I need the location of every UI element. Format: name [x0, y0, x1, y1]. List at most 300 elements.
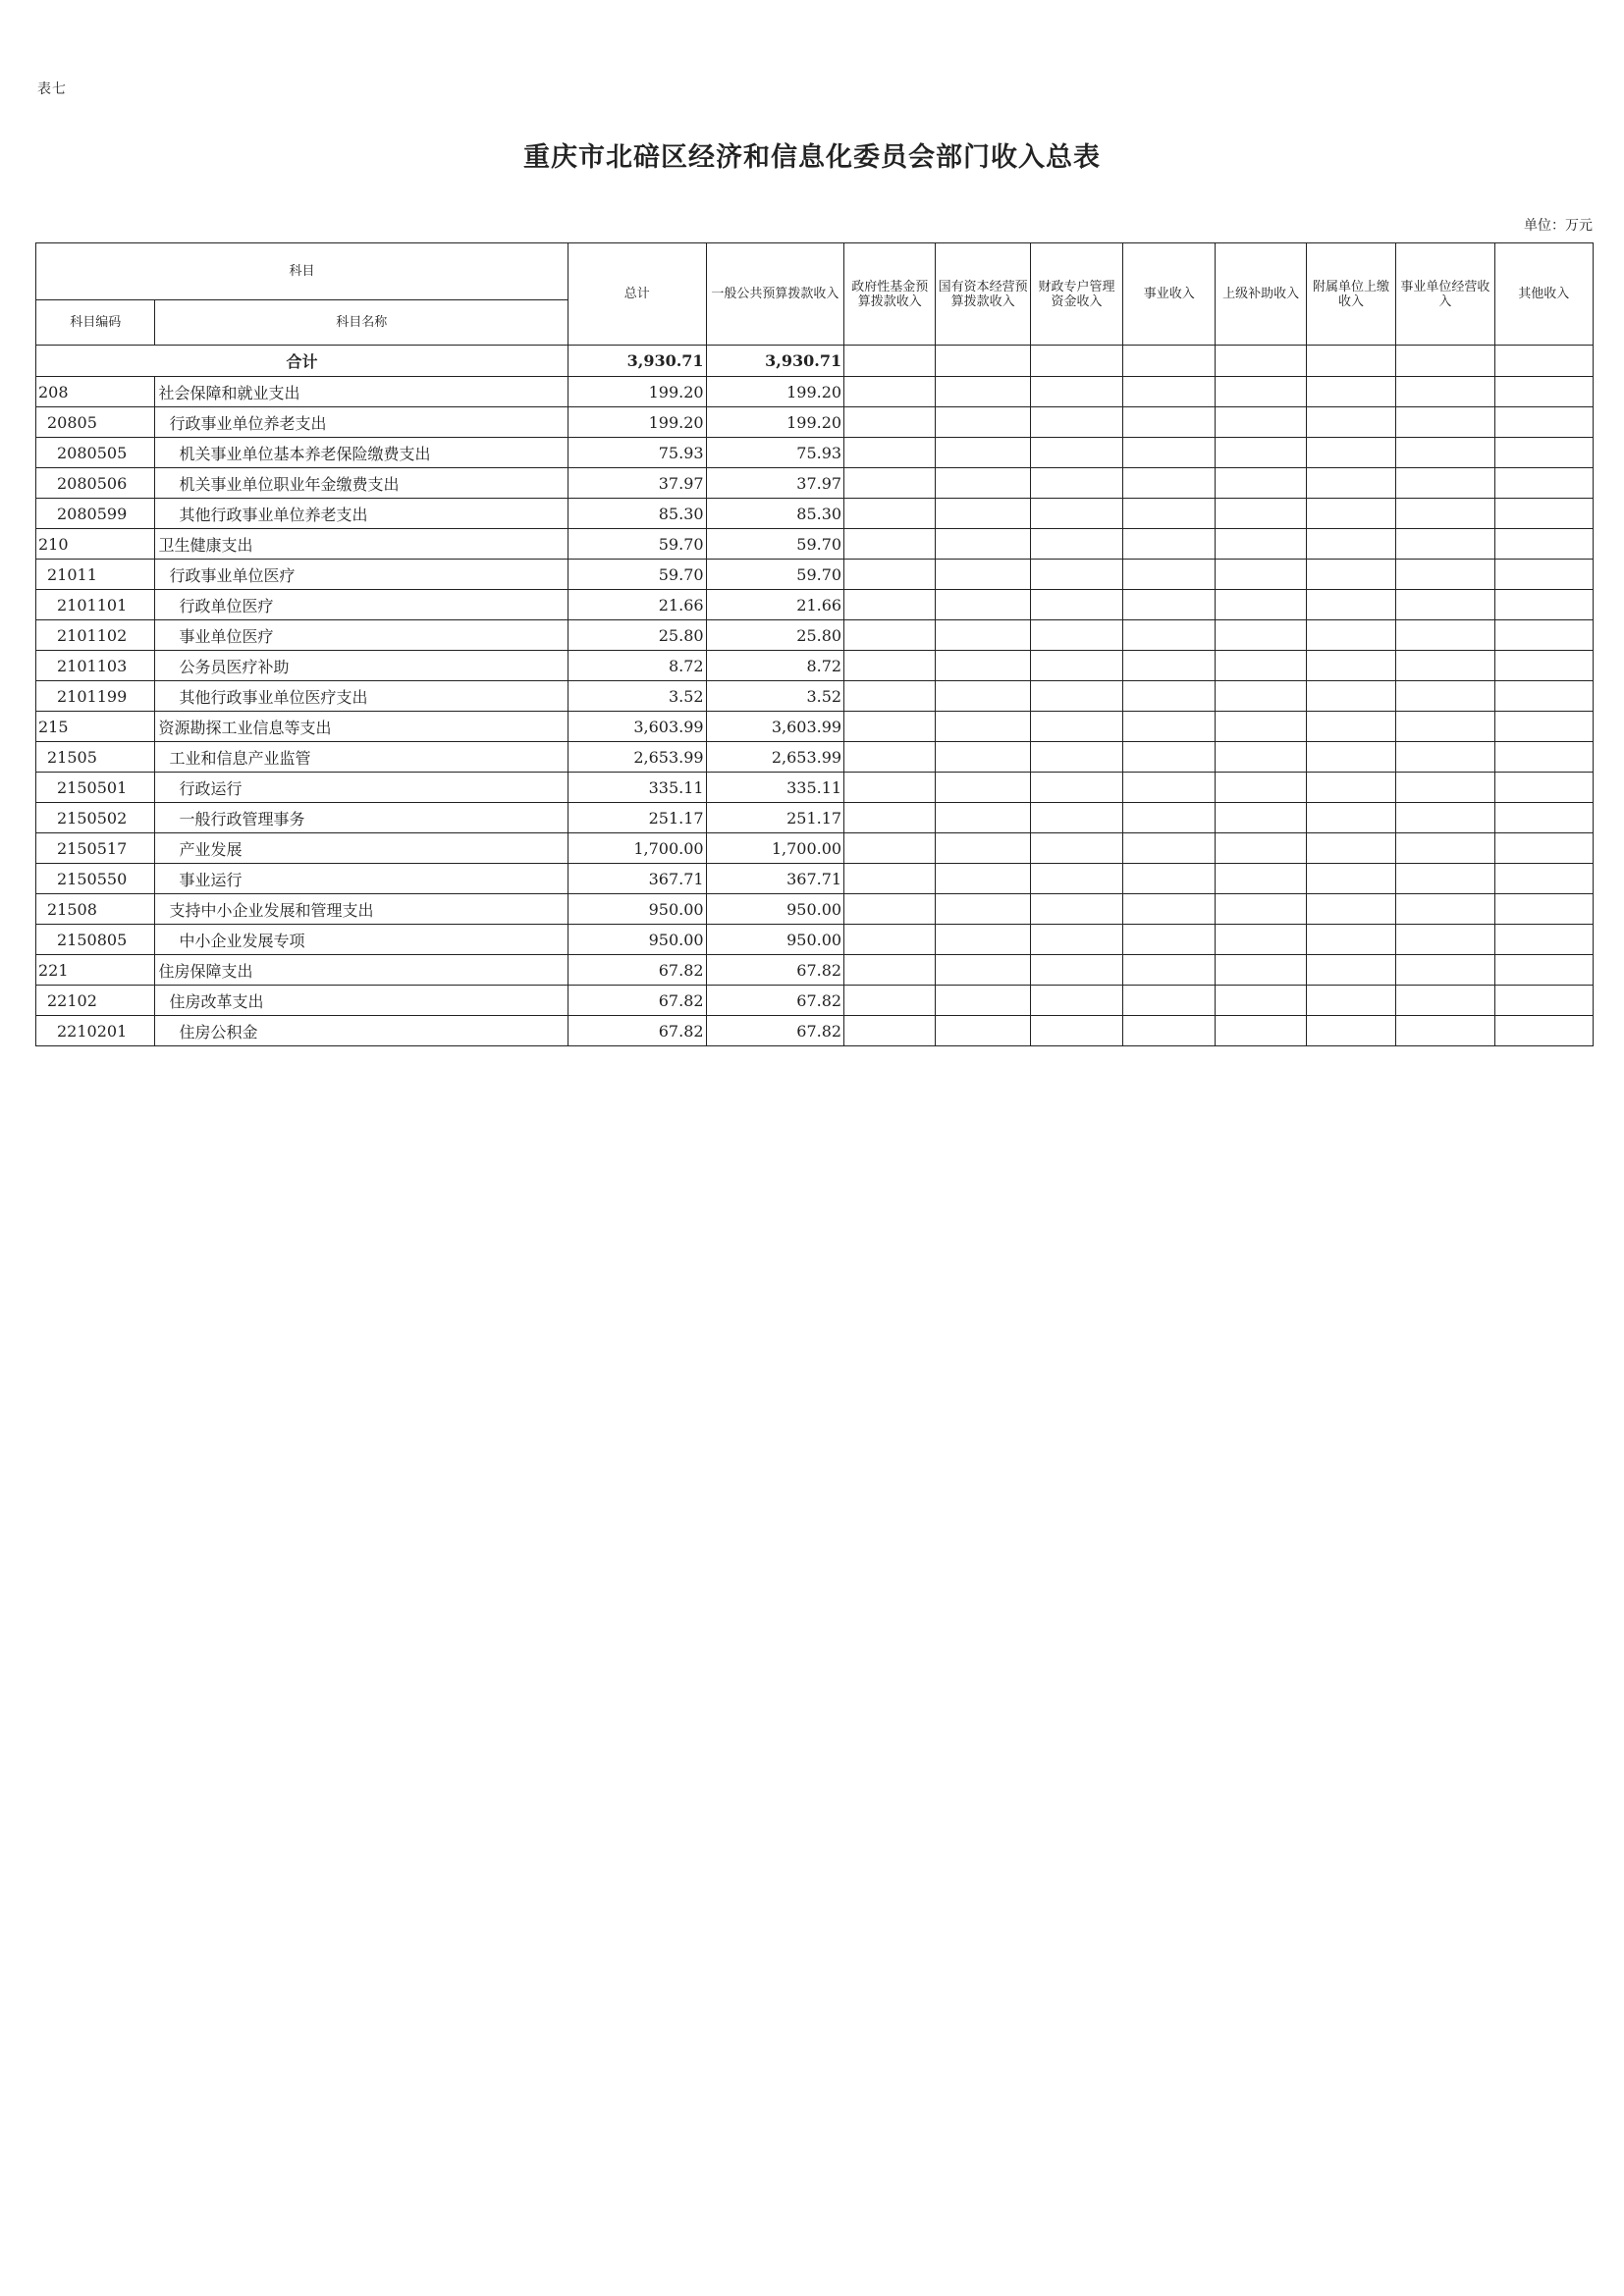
- general-budget-amount: 251.17: [706, 803, 844, 833]
- column-header: 附属单位上缴收入: [1306, 243, 1395, 346]
- empty-cell: [1123, 407, 1216, 438]
- general-budget-amount: 3,603.99: [706, 712, 844, 742]
- empty-cell: [1030, 925, 1122, 955]
- general-budget-amount: 3.52: [706, 681, 844, 712]
- empty-cell: [1494, 529, 1593, 560]
- empty-cell: [1030, 651, 1122, 681]
- empty-cell: [1396, 620, 1494, 651]
- empty-cell: [1396, 864, 1494, 894]
- empty-cell: [1306, 499, 1395, 529]
- income-summary-table: [35, 242, 1594, 1046]
- empty-cell: [1123, 955, 1216, 986]
- total-amount: 3,930.71: [568, 346, 707, 377]
- subject-code-header: 科目编码: [36, 300, 155, 346]
- empty-cell: [1396, 1016, 1494, 1046]
- table-row: [36, 773, 1594, 803]
- empty-cell: [844, 529, 936, 560]
- subject-code: 21011: [36, 560, 155, 590]
- empty-cell: [936, 1016, 1030, 1046]
- empty-cell: [844, 986, 936, 1016]
- empty-cell: [844, 894, 936, 925]
- empty-cell: [844, 651, 936, 681]
- table-row: [36, 833, 1594, 864]
- empty-cell: [1306, 803, 1395, 833]
- general-budget-amount: 950.00: [706, 925, 844, 955]
- total-amount: 335.11: [568, 773, 707, 803]
- empty-cell: [1306, 986, 1395, 1016]
- empty-cell: [1123, 1016, 1216, 1046]
- empty-cell: [1306, 925, 1395, 955]
- empty-cell: [1123, 925, 1216, 955]
- subject-code: 221: [36, 955, 155, 986]
- empty-cell: [1123, 468, 1216, 499]
- empty-cell: [1123, 529, 1216, 560]
- general-budget-amount: 367.71: [706, 864, 844, 894]
- empty-cell: [1306, 560, 1395, 590]
- empty-cell: [936, 955, 1030, 986]
- empty-cell: [1216, 681, 1306, 712]
- table-row: [36, 651, 1594, 681]
- empty-cell: [1216, 499, 1306, 529]
- empty-cell: [1396, 712, 1494, 742]
- empty-cell: [1396, 955, 1494, 986]
- empty-cell: [1396, 803, 1494, 833]
- general-budget-amount: 67.82: [706, 1016, 844, 1046]
- table-row: [36, 1016, 1594, 1046]
- empty-cell: [1396, 742, 1494, 773]
- subject-name: 行政事业单位养老支出: [155, 407, 568, 438]
- general-budget-amount: 199.20: [706, 407, 844, 438]
- empty-cell: [936, 712, 1030, 742]
- empty-cell: [844, 377, 936, 407]
- table-row: [36, 803, 1594, 833]
- total-label: 合计: [36, 346, 568, 377]
- empty-cell: [1216, 529, 1306, 560]
- empty-cell: [1306, 438, 1395, 468]
- subject-code: 2080506: [36, 468, 155, 499]
- total-amount: 2,653.99: [568, 742, 707, 773]
- empty-cell: [1216, 377, 1306, 407]
- empty-cell: [1216, 651, 1306, 681]
- total-amount: 199.20: [568, 407, 707, 438]
- column-header: 其他收入: [1494, 243, 1593, 346]
- empty-cell: [1494, 773, 1593, 803]
- total-amount: 59.70: [568, 560, 707, 590]
- empty-cell: [1216, 438, 1306, 468]
- empty-cell: [1306, 864, 1395, 894]
- general-budget-amount: 1,700.00: [706, 833, 844, 864]
- table-row: [36, 590, 1594, 620]
- column-header: 一般公共预算拨款收入: [706, 243, 844, 346]
- empty-cell: [1396, 407, 1494, 438]
- subject-name: 社会保障和就业支出: [155, 377, 568, 407]
- table-row: [36, 468, 1594, 499]
- empty-cell: [1306, 529, 1395, 560]
- empty-cell: [936, 894, 1030, 925]
- empty-cell: [1494, 803, 1593, 833]
- empty-cell: [936, 499, 1030, 529]
- subject-name: 住房公积金: [155, 1016, 568, 1046]
- total-amount: 67.82: [568, 955, 707, 986]
- empty-cell: [1030, 833, 1122, 864]
- subject-name: 行政单位医疗: [155, 590, 568, 620]
- subject-name: 住房改革支出: [155, 986, 568, 1016]
- subject-name: 事业单位医疗: [155, 620, 568, 651]
- empty-cell: [936, 833, 1030, 864]
- total-general-budget: 3,930.71: [706, 346, 844, 377]
- general-budget-amount: 37.97: [706, 468, 844, 499]
- empty-cell: [844, 712, 936, 742]
- table-row: [36, 377, 1594, 407]
- general-budget-amount: 950.00: [706, 894, 844, 925]
- table-header-row: [36, 243, 1594, 300]
- subject-name: 机关事业单位职业年金缴费支出: [155, 468, 568, 499]
- empty-cell: [1306, 1016, 1395, 1046]
- empty-cell: [1396, 346, 1494, 377]
- subject-code: 2210201: [36, 1016, 155, 1046]
- empty-cell: [1030, 955, 1122, 986]
- empty-cell: [1216, 1016, 1306, 1046]
- empty-cell: [1123, 894, 1216, 925]
- unit-label: 单位：万元: [1524, 218, 1593, 234]
- empty-cell: [936, 742, 1030, 773]
- empty-cell: [1216, 620, 1306, 651]
- empty-cell: [1030, 773, 1122, 803]
- empty-cell: [936, 529, 1030, 560]
- empty-cell: [844, 499, 936, 529]
- subject-code: 2150550: [36, 864, 155, 894]
- table-row: [36, 864, 1594, 894]
- empty-cell: [1494, 346, 1593, 377]
- general-budget-amount: 199.20: [706, 377, 844, 407]
- general-budget-amount: 75.93: [706, 438, 844, 468]
- general-budget-amount: 67.82: [706, 955, 844, 986]
- empty-cell: [1216, 803, 1306, 833]
- subject-code: 20805: [36, 407, 155, 438]
- empty-cell: [1123, 620, 1216, 651]
- subject-name: 工业和信息产业监管: [155, 742, 568, 773]
- empty-cell: [1306, 712, 1395, 742]
- empty-cell: [1216, 590, 1306, 620]
- empty-cell: [936, 438, 1030, 468]
- empty-cell: [1306, 742, 1395, 773]
- empty-cell: [1494, 681, 1593, 712]
- empty-cell: [1494, 590, 1593, 620]
- empty-cell: [1123, 346, 1216, 377]
- total-amount: 3,603.99: [568, 712, 707, 742]
- total-amount: 8.72: [568, 651, 707, 681]
- empty-cell: [936, 377, 1030, 407]
- table-row: [36, 955, 1594, 986]
- empty-cell: [844, 560, 936, 590]
- table-row: [36, 681, 1594, 712]
- subject-code: 2150501: [36, 773, 155, 803]
- empty-cell: [1396, 894, 1494, 925]
- subject-code: 2080599: [36, 499, 155, 529]
- empty-cell: [1123, 712, 1216, 742]
- empty-cell: [1494, 438, 1593, 468]
- empty-cell: [1494, 986, 1593, 1016]
- subject-code: 2101102: [36, 620, 155, 651]
- empty-cell: [1494, 925, 1593, 955]
- empty-cell: [844, 773, 936, 803]
- subject-code: 215: [36, 712, 155, 742]
- empty-cell: [1216, 773, 1306, 803]
- empty-cell: [1216, 468, 1306, 499]
- page-title: 重庆市北碚区经济和信息化委员会部门收入总表: [523, 142, 1101, 173]
- total-amount: 1,700.00: [568, 833, 707, 864]
- table-row: [36, 712, 1594, 742]
- empty-cell: [936, 986, 1030, 1016]
- subject-code: 2101199: [36, 681, 155, 712]
- empty-cell: [936, 468, 1030, 499]
- empty-cell: [1030, 742, 1122, 773]
- empty-cell: [1396, 833, 1494, 864]
- empty-cell: [1123, 681, 1216, 712]
- empty-cell: [1123, 833, 1216, 864]
- empty-cell: [844, 833, 936, 864]
- total-amount: 199.20: [568, 377, 707, 407]
- subject-name: 其他行政事业单位养老支出: [155, 499, 568, 529]
- subject-code: 2101101: [36, 590, 155, 620]
- empty-cell: [1123, 438, 1216, 468]
- total-amount: 37.97: [568, 468, 707, 499]
- empty-cell: [936, 651, 1030, 681]
- subject-name: 事业运行: [155, 864, 568, 894]
- empty-cell: [1306, 407, 1395, 438]
- empty-cell: [1306, 894, 1395, 925]
- total-amount: 67.82: [568, 986, 707, 1016]
- empty-cell: [1216, 864, 1306, 894]
- subject-code: 208: [36, 377, 155, 407]
- empty-cell: [936, 560, 1030, 590]
- general-budget-amount: 2,653.99: [706, 742, 844, 773]
- empty-cell: [1123, 742, 1216, 773]
- empty-cell: [1216, 833, 1306, 864]
- empty-cell: [844, 620, 936, 651]
- empty-cell: [1396, 925, 1494, 955]
- empty-cell: [1396, 590, 1494, 620]
- empty-cell: [936, 864, 1030, 894]
- subject-code: 21505: [36, 742, 155, 773]
- general-budget-amount: 21.66: [706, 590, 844, 620]
- column-header: 事业收入: [1123, 243, 1216, 346]
- subject-name: 其他行政事业单位医疗支出: [155, 681, 568, 712]
- general-budget-amount: 67.82: [706, 986, 844, 1016]
- empty-cell: [1396, 773, 1494, 803]
- empty-cell: [1306, 955, 1395, 986]
- empty-cell: [1216, 407, 1306, 438]
- empty-cell: [1216, 955, 1306, 986]
- total-amount: 367.71: [568, 864, 707, 894]
- subject-code: 2150805: [36, 925, 155, 955]
- table-row: [36, 925, 1594, 955]
- empty-cell: [1216, 346, 1306, 377]
- general-budget-amount: 85.30: [706, 499, 844, 529]
- empty-cell: [1494, 407, 1593, 438]
- empty-cell: [1030, 377, 1122, 407]
- subject-name: 资源勘探工业信息等支出: [155, 712, 568, 742]
- empty-cell: [1494, 894, 1593, 925]
- column-header: 总计: [568, 243, 707, 346]
- total-amount: 3.52: [568, 681, 707, 712]
- column-header: 政府性基金预算拨款收入: [844, 243, 936, 346]
- empty-cell: [1494, 1016, 1593, 1046]
- empty-cell: [1306, 833, 1395, 864]
- total-amount: 85.30: [568, 499, 707, 529]
- empty-cell: [1123, 803, 1216, 833]
- subject-name: 行政事业单位医疗: [155, 560, 568, 590]
- empty-cell: [1494, 560, 1593, 590]
- subject-code: 21508: [36, 894, 155, 925]
- subject-name: 卫生健康支出: [155, 529, 568, 560]
- empty-cell: [1123, 864, 1216, 894]
- table-number-label: 表七: [37, 81, 67, 97]
- empty-cell: [1494, 651, 1593, 681]
- empty-cell: [1030, 560, 1122, 590]
- empty-cell: [1494, 742, 1593, 773]
- empty-cell: [1396, 560, 1494, 590]
- general-budget-amount: 8.72: [706, 651, 844, 681]
- total-amount: 59.70: [568, 529, 707, 560]
- empty-cell: [1030, 803, 1122, 833]
- empty-cell: [1123, 773, 1216, 803]
- empty-cell: [1396, 468, 1494, 499]
- empty-cell: [1030, 590, 1122, 620]
- table-row: [36, 407, 1594, 438]
- empty-cell: [1030, 712, 1122, 742]
- empty-cell: [1030, 1016, 1122, 1046]
- empty-cell: [844, 742, 936, 773]
- empty-cell: [936, 407, 1030, 438]
- empty-cell: [1494, 712, 1593, 742]
- empty-cell: [1396, 681, 1494, 712]
- total-amount: 75.93: [568, 438, 707, 468]
- empty-cell: [1216, 986, 1306, 1016]
- general-budget-amount: 59.70: [706, 560, 844, 590]
- empty-cell: [844, 590, 936, 620]
- empty-cell: [844, 1016, 936, 1046]
- empty-cell: [1216, 894, 1306, 925]
- total-row: [36, 346, 1594, 377]
- empty-cell: [936, 346, 1030, 377]
- column-header: 上级补助收入: [1216, 243, 1306, 346]
- empty-cell: [936, 803, 1030, 833]
- subject-name: 支持中小企业发展和管理支出: [155, 894, 568, 925]
- empty-cell: [1216, 925, 1306, 955]
- total-amount: 21.66: [568, 590, 707, 620]
- empty-cell: [1216, 742, 1306, 773]
- table-row: [36, 529, 1594, 560]
- empty-cell: [936, 681, 1030, 712]
- empty-cell: [1306, 346, 1395, 377]
- column-header: 事业单位经营收入: [1396, 243, 1494, 346]
- empty-cell: [1030, 529, 1122, 560]
- empty-cell: [1306, 681, 1395, 712]
- total-amount: 950.00: [568, 894, 707, 925]
- empty-cell: [1030, 681, 1122, 712]
- empty-cell: [1306, 468, 1395, 499]
- empty-cell: [1494, 468, 1593, 499]
- subject-name: 公务员医疗补助: [155, 651, 568, 681]
- empty-cell: [1396, 986, 1494, 1016]
- empty-cell: [1494, 955, 1593, 986]
- empty-cell: [1306, 590, 1395, 620]
- empty-cell: [1216, 560, 1306, 590]
- empty-cell: [1123, 651, 1216, 681]
- subject-code: 2150517: [36, 833, 155, 864]
- subject-name: 住房保障支出: [155, 955, 568, 986]
- empty-cell: [844, 346, 936, 377]
- empty-cell: [844, 864, 936, 894]
- empty-cell: [844, 407, 936, 438]
- empty-cell: [1030, 468, 1122, 499]
- table-row: [36, 438, 1594, 468]
- table-row: [36, 894, 1594, 925]
- empty-cell: [844, 438, 936, 468]
- empty-cell: [1396, 377, 1494, 407]
- empty-cell: [1030, 986, 1122, 1016]
- empty-cell: [1494, 620, 1593, 651]
- general-budget-amount: 25.80: [706, 620, 844, 651]
- empty-cell: [844, 925, 936, 955]
- general-budget-amount: 59.70: [706, 529, 844, 560]
- subject-code: 2080505: [36, 438, 155, 468]
- empty-cell: [1030, 438, 1122, 468]
- empty-cell: [1216, 712, 1306, 742]
- table-row: [36, 742, 1594, 773]
- subject-name: 机关事业单位基本养老保险缴费支出: [155, 438, 568, 468]
- empty-cell: [936, 925, 1030, 955]
- empty-cell: [1306, 773, 1395, 803]
- column-header: 财政专户管理资金收入: [1030, 243, 1122, 346]
- subject-code: 210: [36, 529, 155, 560]
- empty-cell: [1030, 894, 1122, 925]
- empty-cell: [1030, 864, 1122, 894]
- subject-code: 2150502: [36, 803, 155, 833]
- empty-cell: [1494, 864, 1593, 894]
- table-row: [36, 620, 1594, 651]
- subject-name: 一般行政管理事务: [155, 803, 568, 833]
- empty-cell: [936, 620, 1030, 651]
- subject-header: 科目: [36, 243, 568, 300]
- empty-cell: [844, 681, 936, 712]
- empty-cell: [1396, 529, 1494, 560]
- empty-cell: [936, 773, 1030, 803]
- empty-cell: [1030, 620, 1122, 651]
- empty-cell: [1123, 377, 1216, 407]
- empty-cell: [936, 590, 1030, 620]
- empty-cell: [1396, 651, 1494, 681]
- empty-cell: [1494, 499, 1593, 529]
- subject-name: 产业发展: [155, 833, 568, 864]
- table-row: [36, 499, 1594, 529]
- total-amount: 950.00: [568, 925, 707, 955]
- empty-cell: [1396, 499, 1494, 529]
- empty-cell: [844, 468, 936, 499]
- total-amount: 25.80: [568, 620, 707, 651]
- empty-cell: [844, 955, 936, 986]
- total-amount: 67.82: [568, 1016, 707, 1046]
- empty-cell: [1494, 377, 1593, 407]
- empty-cell: [844, 803, 936, 833]
- table-row: [36, 986, 1594, 1016]
- empty-cell: [1123, 986, 1216, 1016]
- subject-name: 行政运行: [155, 773, 568, 803]
- empty-cell: [1494, 833, 1593, 864]
- empty-cell: [1030, 499, 1122, 529]
- empty-cell: [1030, 407, 1122, 438]
